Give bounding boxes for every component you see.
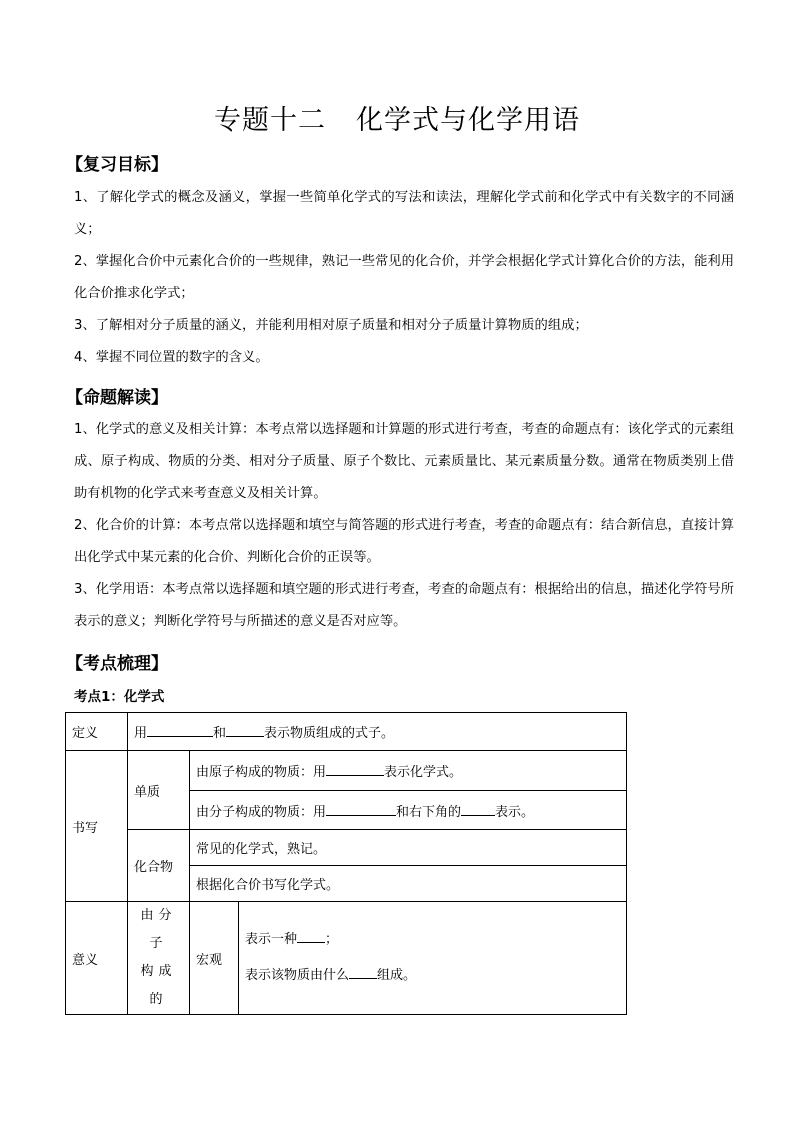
macro-line-1 — [245, 922, 620, 958]
macro-text: ； — [325, 932, 339, 947]
compound-row-1: 常见的化学式，熟记。 — [190, 830, 627, 866]
macro-label: 宏观 — [190, 902, 239, 1015]
definition-cell — [128, 713, 627, 751]
fill-blank[interactable] — [297, 928, 325, 943]
interpret-item: 3、化学用语：本考点常以选择题和填空题的形式进行考查，考查的命题点有：根据给出的信息，描述化学符号所表示的意义；判断化学符号与所描述的意义是否对应等。 — [74, 582, 735, 629]
goal-item: 2、掌握化合价中元素化合价的一些规律，熟记一些常见的化合价，并学会根据化学式计算化合价的方法，能利用化合价推求化学式； — [74, 254, 735, 301]
interpret-item: 1、化学式的意义及相关计算：本考点常以选择题和计算题的形式进行考查，考查的命题点有：该化学式的元素组成、原子构成、物质的分类、相对分子质量、原子个数比、元素质量比、某元素质量分数。通常在物质类别上借助有机物的化学式来考查意义及相关计算。 — [74, 422, 735, 501]
table-row — [66, 751, 627, 791]
goal-item: 1、了解化学式的概念及涵义，掌握一些简单化学式的写法和读法，理解化学式前和化学式中有关数字的不同涵义； — [74, 190, 734, 237]
writing-label: 书写 — [66, 751, 128, 902]
macro-text: 组成。 — [377, 968, 417, 983]
section-heading-goals: 【复习目标】 — [66, 155, 168, 175]
element-text: 由分子构成的物质：用 — [196, 804, 327, 820]
compound-row-2: 根据化合价书写化学式。 — [190, 866, 627, 902]
fill-blank[interactable] — [326, 801, 396, 816]
macro-line-2 — [245, 958, 620, 994]
element-text: 表示化学式。 — [384, 765, 463, 780]
title-part-2: 化学式与化学用语 — [356, 105, 580, 136]
molecular-label — [128, 902, 190, 1015]
title-part-1: 专题十二 — [214, 105, 326, 136]
fill-blank[interactable] — [349, 964, 377, 979]
goals-list — [74, 182, 734, 374]
macro-text: 表示该物质由什么 — [245, 968, 350, 983]
goal-item: 4、掌握不同位置的数字的含义。 — [74, 350, 269, 365]
page-title — [0, 98, 794, 137]
section-heading-interpret: 【命题解读】 — [66, 388, 168, 408]
section-heading-points: 【考点梳理】 — [66, 654, 168, 674]
goal-item: 3、了解相对分子质量的涵义，并能利用相对原子质量和相对分子质量计算物质的组成； — [74, 318, 588, 333]
definition-text: 表示物质组成的式子。 — [264, 726, 395, 741]
element-row-1 — [190, 751, 627, 791]
chemical-formula-table — [65, 712, 627, 1015]
table-row — [66, 830, 627, 866]
definition-text: 和 — [213, 726, 227, 741]
kaodian-1-heading: 考点1：化学式 — [74, 689, 165, 705]
element-text: 表示。 — [495, 804, 535, 820]
meaning-label: 意义 — [66, 902, 128, 1015]
table-row — [66, 902, 627, 1015]
compound-label: 化合物 — [128, 830, 190, 902]
fill-blank[interactable] — [461, 801, 495, 816]
element-text: 和右下角的 — [396, 804, 462, 820]
interpret-item: 2、化合价的计算：本考点常以选择题和填空与简答题的形式进行考查，考查的命题点有：结合新信息，直接计算出化学式中某元素的化合价、判断化合价的正误等。 — [74, 518, 735, 565]
macro-text: 表示一种 — [245, 932, 298, 947]
interpret-list — [74, 414, 734, 638]
macro-cell — [239, 902, 627, 1015]
fill-blank[interactable] — [226, 722, 264, 737]
definition-text: 用 — [134, 726, 148, 741]
fill-blank[interactable] — [326, 761, 384, 776]
fill-blank[interactable] — [147, 722, 213, 737]
table-row — [66, 713, 627, 751]
definition-label: 定义 — [66, 713, 128, 751]
element-text: 由原子构成的物质：用 — [196, 765, 327, 780]
element-row-2 — [190, 791, 627, 830]
molecular-label-line: 由分子 — [140, 908, 177, 951]
element-label: 单质 — [128, 751, 190, 830]
molecular-label-line: 构成的 — [140, 964, 177, 1007]
